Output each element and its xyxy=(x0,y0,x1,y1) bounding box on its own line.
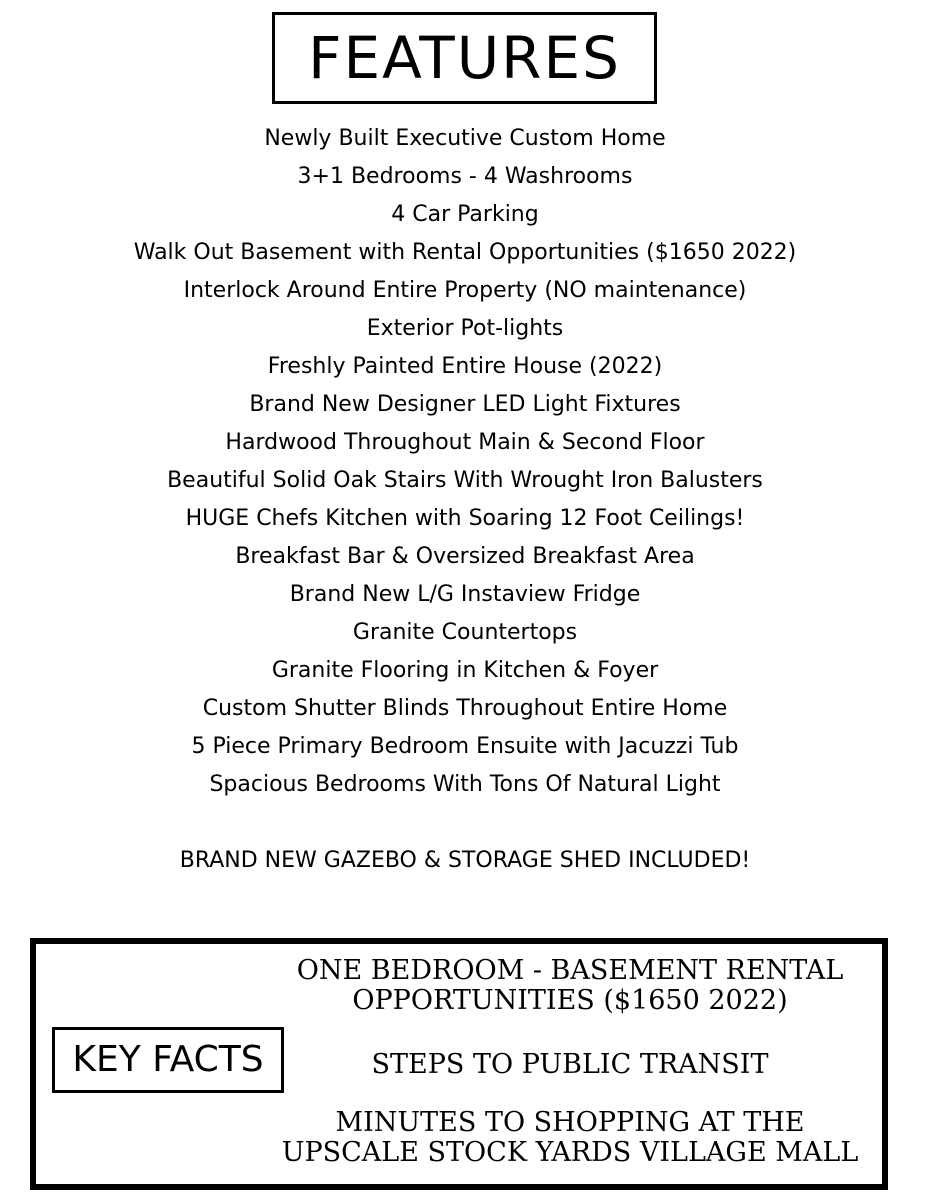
feature-item: Interlock Around Entire Property (NO maintenance) xyxy=(183,278,747,303)
fact-basement-rental xyxy=(250,956,890,1016)
feature-item: Custom Shutter Blinds Throughout Entire Home xyxy=(202,696,728,721)
feature-item: Newly Built Executive Custom Home xyxy=(264,126,666,151)
features-title: FEATURES xyxy=(308,24,621,92)
fact-public-transit xyxy=(250,1050,890,1080)
feature-item: Walk Out Basement with Rental Opportunities ($1650 2022) xyxy=(133,240,797,265)
fact-line: STEPS TO PUBLIC TRANSIT xyxy=(371,1049,769,1080)
feature-item: Spacious Bedrooms With Tons Of Natural Light xyxy=(209,772,721,797)
feature-item: Exterior Pot-lights xyxy=(366,316,564,341)
feature-item: 5 Piece Primary Bedroom Ensuite with Jacuzzi Tub xyxy=(191,734,739,759)
fact-line: UPSCALE STOCK YARDS VILLAGE MALL xyxy=(281,1137,859,1168)
feature-item: Brand New Designer LED Light Fixtures xyxy=(249,392,681,417)
feature-item: HUGE Chefs Kitchen with Soaring 12 Foot Ceilings! xyxy=(185,506,745,531)
gazebo-highlight: BRAND NEW GAZEBO & STORAGE SHED INCLUDED! xyxy=(179,848,751,873)
features-title-box xyxy=(272,12,657,104)
feature-item: Beautiful Solid Oak Stairs With Wrought Iron Balusters xyxy=(167,468,763,493)
key-facts-label: KEY FACTS xyxy=(72,1039,264,1080)
feature-item: Breakfast Bar & Oversized Breakfast Area xyxy=(235,544,695,569)
feature-item: Hardwood Throughout Main & Second Floor xyxy=(225,430,705,455)
feature-item: Freshly Painted Entire House (2022) xyxy=(267,354,663,379)
fact-line: OPPORTUNITIES ($1650 2022) xyxy=(352,985,788,1016)
fact-line: MINUTES TO SHOPPING AT THE xyxy=(335,1107,805,1138)
feature-item: 3+1 Bedrooms - 4 Washrooms xyxy=(297,164,633,189)
feature-item: 4 Car Parking xyxy=(391,202,539,227)
feature-list xyxy=(0,120,930,804)
fact-shopping xyxy=(250,1108,890,1168)
fact-line: ONE BEDROOM - BASEMENT RENTAL xyxy=(296,955,844,986)
feature-item: Granite Flooring in Kitchen & Foyer xyxy=(271,658,659,683)
feature-item: Granite Countertops xyxy=(352,620,578,645)
feature-item: Brand New L/G Instaview Fridge xyxy=(289,582,641,607)
